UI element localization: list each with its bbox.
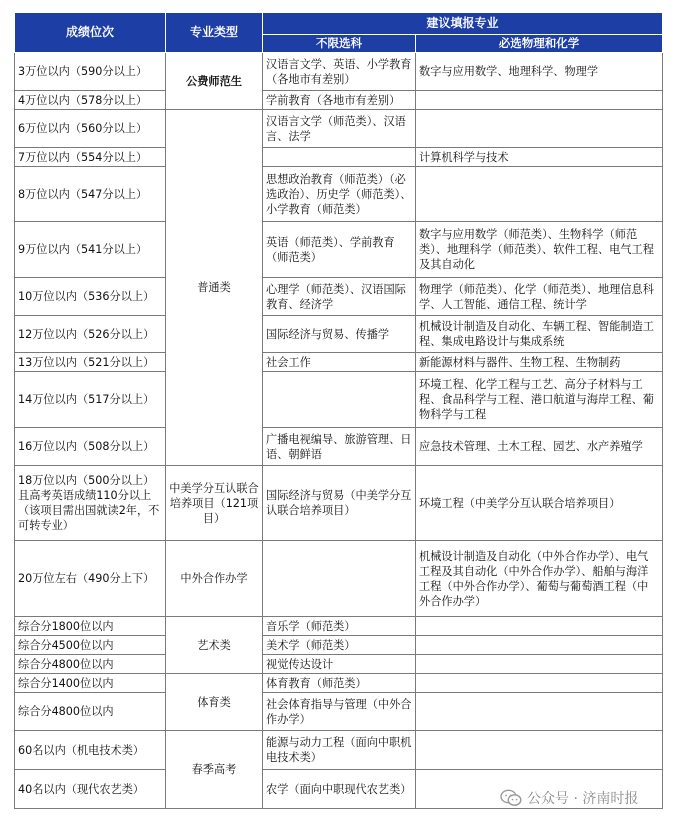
rank-cell: 40名以内（现代农艺类） — [15, 770, 166, 809]
table-row — [15, 167, 663, 222]
rank-cell: 4万位以内（578分以上） — [15, 91, 166, 110]
type-cell: 体育类 — [166, 674, 263, 731]
rank-cell: 10万位以内（536分以上） — [15, 278, 166, 316]
rank-cell: 18万位以内（500分以上）且高考英语成绩110分以上（该项目需出国就读2年，不可转专业） — [15, 466, 166, 541]
rank-cell: 3万位以内（590分以上） — [15, 53, 166, 91]
table-row — [15, 674, 663, 693]
rank-cell: 综合分1800位以内 — [15, 617, 166, 636]
type-cell: 公费师范生 — [166, 53, 263, 110]
physchem-cell — [416, 617, 663, 636]
rank-cell: 16万位以内（508分以上） — [15, 428, 166, 466]
rank-cell: 6万位以内（560分以上） — [15, 110, 166, 148]
table-row — [15, 278, 663, 316]
table-row — [15, 541, 663, 617]
unrestricted-cell: 广播电视编导、旅游管理、日语、朝鲜语 — [263, 428, 416, 466]
physchem-cell: 数字与应用数学、地理科学、物理学 — [416, 53, 663, 91]
physchem-cell: 环境工程（中美学分互认联合培养项目） — [416, 466, 663, 541]
physchem-cell — [416, 693, 663, 731]
unrestricted-cell: 体育教育（师范类） — [263, 674, 416, 693]
unrestricted-cell: 国际经济与贸易（中美学分互认联合培养项目） — [263, 466, 416, 541]
table-row — [15, 110, 663, 148]
table-row — [15, 617, 663, 636]
unrestricted-cell: 能源与动力工程（面向中职机电技术类） — [263, 731, 416, 770]
unrestricted-cell — [263, 148, 416, 167]
table-row — [15, 636, 663, 655]
table-row — [15, 91, 663, 110]
unrestricted-cell: 农学（面向中职现代农艺类） — [263, 770, 416, 809]
physchem-cell — [416, 110, 663, 148]
unrestricted-cell: 音乐学（师范类） — [263, 617, 416, 636]
unrestricted-cell — [263, 372, 416, 428]
header-unrestricted: 不限选科 — [263, 35, 416, 53]
rank-cell: 8万位以内（547分以上） — [15, 167, 166, 222]
physchem-cell — [416, 636, 663, 655]
unrestricted-cell: 学前教育（各地市有差别） — [263, 91, 416, 110]
header-type: 专业类型 — [166, 13, 263, 53]
physchem-cell: 机械设计制造及自动化（中外合作办学）、电气工程及其自动化（中外合作办学）、船舶与海洋工程（中外合作办学）、葡萄与葡萄酒工程（中外合作办学） — [416, 541, 663, 617]
physchem-cell: 环境工程、化学工程与工艺、高分子材料与工程、食品科学与工程、港口航道与海岸工程、葡物科学与工程 — [416, 372, 663, 428]
header-row-1 — [15, 13, 663, 35]
admission-table — [14, 12, 663, 809]
table-row — [15, 466, 663, 541]
table-row — [15, 316, 663, 353]
watermark — [500, 786, 638, 810]
rank-cell: 7万位以内（554分以上） — [15, 148, 166, 167]
physchem-cell: 新能源材料与器件、生物工程、生物制药 — [416, 353, 663, 372]
header-rank: 成绩位次 — [15, 13, 166, 53]
rank-cell: 综合分4800位以内 — [15, 693, 166, 731]
unrestricted-cell: 英语（师范类）、学前教育（师范类） — [263, 222, 416, 278]
unrestricted-cell: 社会体育指导与管理（中外合作办学） — [263, 693, 416, 731]
watermark-text: 公众号 · 济南时报 — [527, 791, 639, 807]
physchem-cell: 数字与应用数学（师范类）、生物科学（师范类）、地理科学（师范类）、软件工程、电气工程及其自动化 — [416, 222, 663, 278]
unrestricted-cell: 汉语言文学、英语、小学教育（各地市有差别） — [263, 53, 416, 91]
unrestricted-cell: 思想政治教育（师范类）（必选政治）、历史学（师范类）、小学教育（师范类） — [263, 167, 416, 222]
rank-cell: 综合分4500位以内 — [15, 636, 166, 655]
physchem-cell — [416, 655, 663, 674]
rank-cell: 综合分1400位以内 — [15, 674, 166, 693]
type-cell: 春季高考 — [166, 731, 263, 809]
table-row — [15, 53, 663, 91]
physchem-cell — [416, 674, 663, 693]
table-row — [15, 372, 663, 428]
physchem-cell: 物理学（师范类）、化学（师范类）、地理信息科学、人工智能、通信工程、统计学 — [416, 278, 663, 316]
table-row — [15, 693, 663, 731]
rank-cell: 9万位以内（541分以上） — [15, 222, 166, 278]
physchem-cell — [416, 731, 663, 770]
type-cell: 普通类 — [166, 110, 263, 466]
header-suggest: 建议填报专业 — [263, 13, 663, 35]
physchem-cell — [416, 91, 663, 110]
rank-cell: 13万位以内（521分以上） — [15, 353, 166, 372]
unrestricted-cell: 视觉传达设计 — [263, 655, 416, 674]
physchem-cell: 机械设计制造及自动化、车辆工程、智能制造工程、集成电路设计与集成系统 — [416, 316, 663, 353]
unrestricted-cell: 心理学（师范类）、汉语国际教育、经济学 — [263, 278, 416, 316]
rank-cell: 60名以内（机电技术类） — [15, 731, 166, 770]
wechat-icon — [500, 789, 522, 807]
unrestricted-cell: 美术学（师范类） — [263, 636, 416, 655]
type-cell: 艺术类 — [166, 617, 263, 674]
table-row — [15, 148, 663, 167]
table-row — [15, 655, 663, 674]
physchem-cell: 应急技术管理、土木工程、园艺、水产养殖学 — [416, 428, 663, 466]
physchem-cell: 计算机科学与技术 — [416, 148, 663, 167]
unrestricted-cell: 国际经济与贸易、传播学 — [263, 316, 416, 353]
rank-cell: 综合分4800位以内 — [15, 655, 166, 674]
table-row — [15, 731, 663, 770]
type-cell: 中外合作办学 — [166, 541, 263, 617]
rank-cell: 20万位左右（490分上下） — [15, 541, 166, 617]
table-row — [15, 353, 663, 372]
table-row — [15, 428, 663, 466]
rank-cell: 12万位以内（526分以上） — [15, 316, 166, 353]
rank-cell: 14万位以内（517分以上） — [15, 372, 166, 428]
physchem-cell — [416, 167, 663, 222]
header-physchem: 必选物理和化学 — [416, 35, 663, 53]
unrestricted-cell: 社会工作 — [263, 353, 416, 372]
table-row — [15, 222, 663, 278]
unrestricted-cell: 汉语言文学（师范类）、汉语言、法学 — [263, 110, 416, 148]
unrestricted-cell — [263, 541, 416, 617]
type-cell: 中美学分互认联合培养项目（121项目） — [166, 466, 263, 541]
